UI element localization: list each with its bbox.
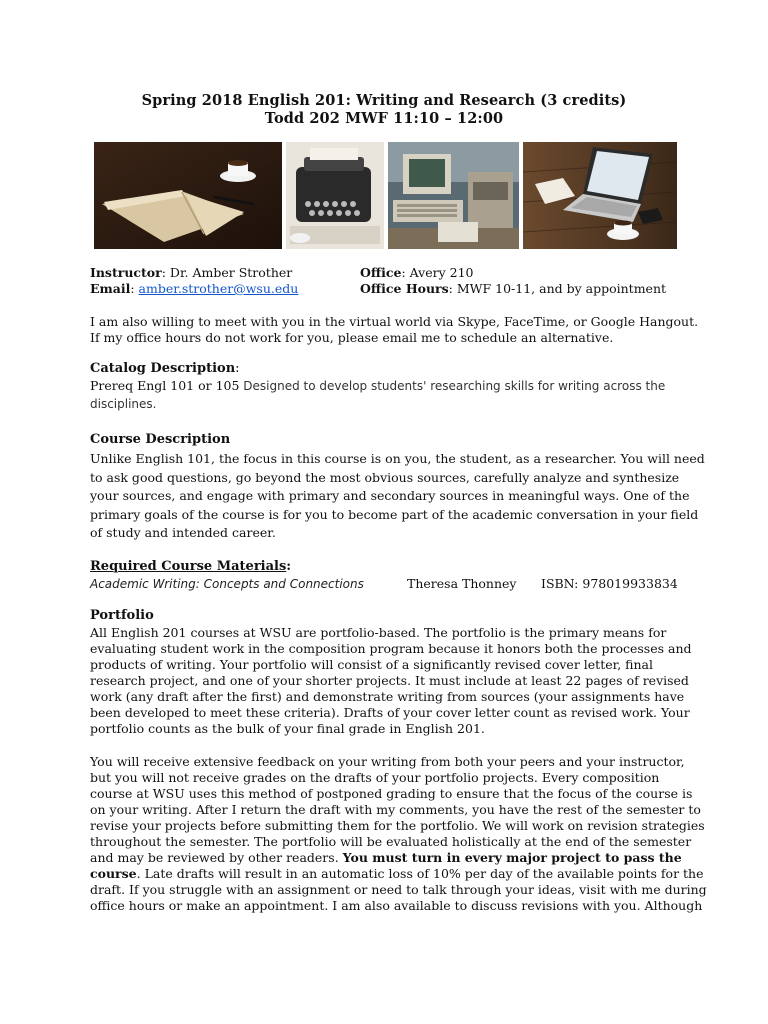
paragraph-line: I am also willing to meet with you in the virtual world via Skype, FaceTime, or Google Hangout. [90,314,699,329]
paragraph-line: products of writing. Your portfolio will consist of a significantly revised cover letter, final [90,657,654,672]
instructor-line [90,265,292,281]
pass-requirement-bold: course [90,866,137,881]
course-title: Spring 2018 English 201: Writing and Research (3 credits) [141,92,627,109]
book-isbn: ISBN: 978019933834 [541,576,678,591]
book-author: Theresa Thonney [407,576,517,591]
course-description-heading: Course Description [90,432,231,447]
paragraph-line: been developed to meet these criteria). Drafts of your cover letter count as revised work. Your [90,705,690,720]
catalog-desc-text: Designed to develop students' researching skills for writing across the [239,379,666,393]
prereq-text: Prereq Engl 101 or 105 [90,378,240,393]
paragraph-line: research project, and one of your shorter projects. It must include at least 22 pages of revised [90,673,689,688]
paragraph-line: on your writing. After I return the draft with my comments, you have the rest of the semester to [90,802,701,817]
materials-heading-colon: : [286,559,292,574]
paragraph-line: your sources, and engage with primary and secondary sources in meaningful ways. One of the [90,488,690,504]
email-separator: : [130,281,139,296]
book-title-text: Academic Writing: Concepts and Connections [90,577,364,591]
vintage-computer-photo [388,142,519,249]
office-hours-label: Office Hours [360,281,449,296]
header-photo-strip [94,142,677,249]
paragraph-line: office hours or make an appointment. I am also available to discuss revisions with you. Although [90,898,703,913]
open-notebook-photo [94,142,282,249]
catalog-heading-text: Catalog Description [90,361,236,376]
paragraph-line: of study and intended career. [90,525,276,541]
paragraph-line [90,866,704,882]
catalog-desc-text: disciplines. [90,397,157,411]
office-line [360,265,474,281]
office-label: Office [360,265,402,280]
plain-text: . Late drafts will result in an automatic loss of 10% per day of the available points for the [136,866,704,881]
portfolio-paragraph-2 [90,754,707,914]
paragraph-line: All English 201 courses at WSU are portfolio-based. The portfolio is the primary means for [90,625,667,640]
paragraph-line: portfolio counts as the bulk of your final grade in English 201. [90,721,485,736]
catalog-line-1 [90,378,690,394]
office-room: : Avery 210 [401,265,474,280]
course-description-paragraph [90,450,705,543]
catalog-paragraph [90,378,690,412]
portfolio-paragraph-1 [90,625,690,737]
materials-heading-text: Required Course Materials [90,559,287,574]
email-link[interactable]: amber.strother@wsu.edu [138,281,299,296]
paragraph-line: throughout the semester. The portfolio will be evaluated holistically at the end of the semester [90,834,692,849]
office-hours-value: : MWF 10-11, and by appointment [448,281,667,296]
paragraph-line: to ask good questions, go beyond the most obvious sources, carefully analyze and synthesize [90,469,680,485]
typewriter-photo [286,142,384,249]
paragraph-line: course at WSU uses this method of postponed grading to ensure that the focus of the course is [90,786,693,801]
virtual-meeting-paragraph [90,314,699,346]
paragraph-line: evaluating student work in the composition program because it honors both the processes and [90,641,692,656]
paragraph-line: but you will not receive grades on the drafts of your portfolio projects. Every composition [90,770,660,785]
paragraph-line: primary goals of the course is for you to become part of the academic conversation in your field [90,506,699,522]
paragraph-line: draft. If you struggle with an assignment or need to talk through your ideas, visit with me during [90,882,707,897]
paragraph-line: revise your projects before submitting them for the portfolio. We will work on revision strategies [90,818,705,833]
instructor-name: : Dr. Amber Strother [161,265,293,280]
catalog-heading-colon: : [235,361,240,376]
paragraph-line: You will receive extensive feedback on your writing from both your peers and your instructor, [90,754,685,769]
plain-text: and may be reviewed by other readers. [90,850,343,865]
paragraph-line: Unlike English 101, the focus in this course is on you, the student, as a researcher. You will need [90,451,705,466]
paragraph-line: work (any draft after the first) and demonstrate writing from sources (your assignments have [90,689,685,704]
email-line [90,281,298,297]
instructor-label: Instructor [90,265,162,280]
laptop-photo [523,142,677,249]
paragraph-line [90,850,690,866]
portfolio-heading: Portfolio [90,608,154,623]
course-location-time: Todd 202 MWF 11:10 – 12:00 [264,110,504,127]
catalog-heading [90,361,240,376]
paragraph-line: If my office hours do not work for you, please email me to schedule an alternative. [90,330,614,345]
email-label: Email [90,281,131,296]
office-hours-line [360,281,666,297]
materials-heading [90,559,291,574]
pass-requirement-bold: You must turn in every major project to pass the [342,850,682,865]
book-title [90,576,364,592]
